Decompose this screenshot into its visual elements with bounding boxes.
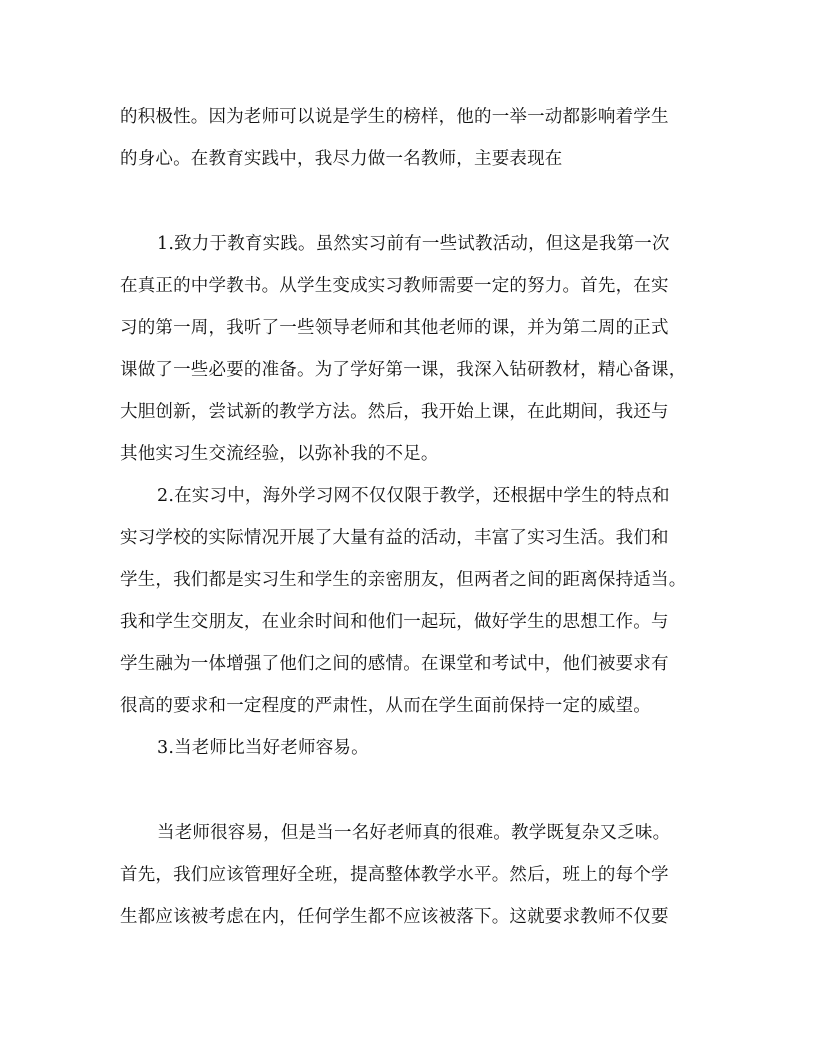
- text-line: 学生融为一体增强了他们之间的感情。在课堂和考试中，他们被要求有: [120, 654, 669, 674]
- text-line: 大胆创新，尝试新的教学方法。然后，我开始上课，在此期间，我还与: [120, 402, 669, 422]
- text-line: 学生，我们都是实习生和学生的亲密朋友，但两者之间的距离保持适当。: [120, 570, 687, 590]
- text-line: 的身心。在教育实践中，我尽力做一名教师，主要表现在: [120, 149, 563, 169]
- text-line: 生都应该被考虑在内，任何学生都不应该被落下。这就要求教师不仅要: [120, 907, 669, 927]
- paragraph-2-start: 2.在实习中，海外学习网不仅仅限于教学，还根据中学生的特点和: [157, 486, 670, 506]
- text-line: 习的第一周，我听了一些领导老师和其他老师的课，并为第二周的正式: [120, 318, 669, 338]
- text-line: 很高的要求和一定程度的严肃性，从而在学生面前保持一定的威望。: [120, 696, 651, 716]
- text-line: 其他实习生交流经验，以弥补我的不足。: [120, 444, 439, 464]
- text-line: 在真正的中学教书。从学生变成实习教师需要一定的努力。首先，在实: [120, 276, 669, 296]
- paragraph-4-start: 当老师很容易，但是当一名好老师真的很难。教学既复杂又乏味。: [157, 823, 671, 843]
- paragraph-3-start: 3.当老师比当好老师容易。: [157, 738, 369, 758]
- paragraph-1-start: 1.致力于教育实践。虽然实习前有一些试教活动，但这是我第一次: [157, 234, 670, 254]
- text-line: 的积极性。因为老师可以说是学生的榜样，他的一举一动都影响着学生: [120, 107, 669, 127]
- text-line: 课做了一些必要的准备。为了学好第一课，我深入钻研教材，精心备课，: [120, 360, 687, 380]
- text-line: 我和学生交朋友，在业余时间和他们一起玩，做好学生的思想工作。与: [120, 612, 669, 632]
- text-line: 实习学校的实际情况开展了大量有益的活动，丰富了实习生活。我们和: [120, 528, 669, 548]
- text-line: 首先，我们应该管理好全班，提高整体教学水平。然后，班上的每个学: [120, 865, 669, 885]
